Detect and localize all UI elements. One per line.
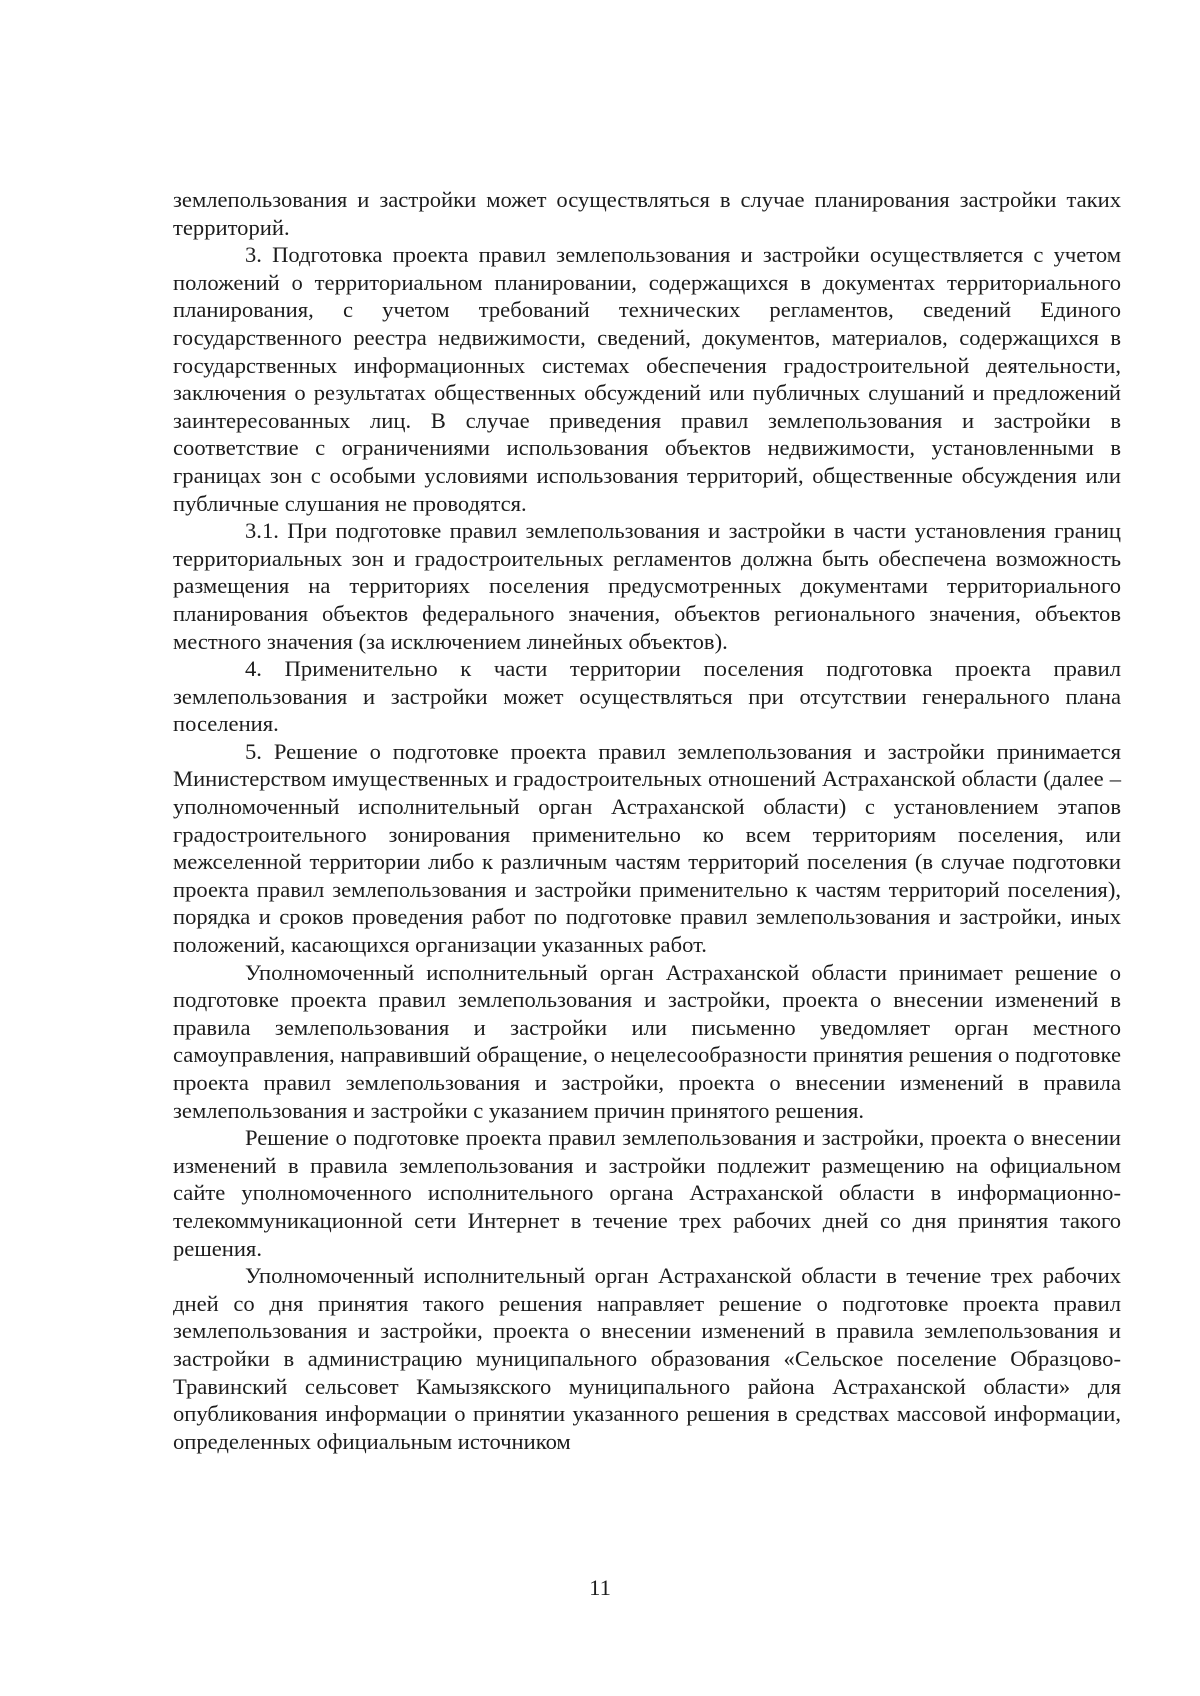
- page-number: 11: [589, 1575, 611, 1600]
- paragraph-3-1: 3.1. При подготовке правил землепользования и застройки в части установления границ территориальных зон и градостроительных регламентов должна быть обеспечена возможность размещения на территориях поселения предусмотренных документами территориального планирования объектов федерального значения, объектов регионального значения, объектов местного значения (за исключением линейных объектов).: [173, 518, 1121, 654]
- paragraph-5: 5. Решение о подготовке проекта правил землепользования и застройки принимается Министерством имущественных и градостроительных отношений Астраханской области (далее – уполномоченный исполнительный орган Астраханской области) с установлением этапов градостроительного зонирования применительно ко всем территориям поселения, или межселенной территории либо к различным частям территорий поселения (в случае подготовки проекта правил землепользования и застройки применительно к частям территорий поселения), порядка и сроков проведения работ по подготовке правил землепользования и застройки, иных положений, касающихся организации указанных работ.: [173, 738, 1121, 958]
- paragraph-4: 4. Применительно к части территории поселения подготовка проекта правил землепользования и застройки может осуществляться при отсутствии генерального плана поселения.: [173, 656, 1121, 737]
- paragraph-decision-publication: Решение о подготовке проекта правил землепользования и застройки, проекта о внесении изменений в правила землепользования и застройки подлежит размещению на официальном сайте уполномоченного исполнительного органа Астраханской области в информационно-телекоммуникационной сети Интернет в течение трех рабочих дней со дня принятия такого решения.: [173, 1125, 1121, 1261]
- paragraph-continuation: землепользования и застройки может осуществляться в случае планирования застройки таких территорий.: [173, 187, 1121, 240]
- paragraph-3: 3. Подготовка проекта правил землепользования и застройки осуществляется с учетом положений о территориальном планировании, содержащихся в документах территориального планирования, с учетом требований технических регламентов, сведений Единого государственного реестра недвижимости, сведений, документов, материалов, содержащихся в государственных информационных системах обеспечения градостроительной деятельности, заключения о результатах общественных обсуждений или публичных слушаний и предложений заинтересованных лиц. В случае приведения правил землепользования и застройки в соответствие с ограничениями использования объектов недвижимости, установленными в границах зон с особыми условиями использования территорий, общественные обсуждения или публичные слушания не проводятся.: [173, 242, 1121, 516]
- document-body: [173, 186, 1121, 1455]
- paragraph-authority-decision: Уполномоченный исполнительный орган Астраханской области принимает решение о подготовке проекта правил землепользования и застройки, проекта о внесении изменений в правила землепользования и застройки или письменно уведомляет орган местного самоуправления, направивший обращение, о нецелесообразности принятия решения о подготовке проекта правил землепользования и застройки, проекта о внесении изменений в правила землепользования и застройки с указанием причин принятого решения.: [173, 959, 1121, 1123]
- paragraph-decision-forwarding: Уполномоченный исполнительный орган Астраханской области в течение трех рабочих дней со дня принятия такого решения направляет решение о подготовке проекта правил землепользования и застройки, проекта о внесении изменений в правила землепользования и застройки в администрацию муниципального образования «Сельское поселение Образцово-Травинский сельсовет Камызякского муниципального района Астраханской области» для опубликования информации о принятии указанного решения в средствах массовой информации, определенных официальным источником: [173, 1263, 1121, 1454]
